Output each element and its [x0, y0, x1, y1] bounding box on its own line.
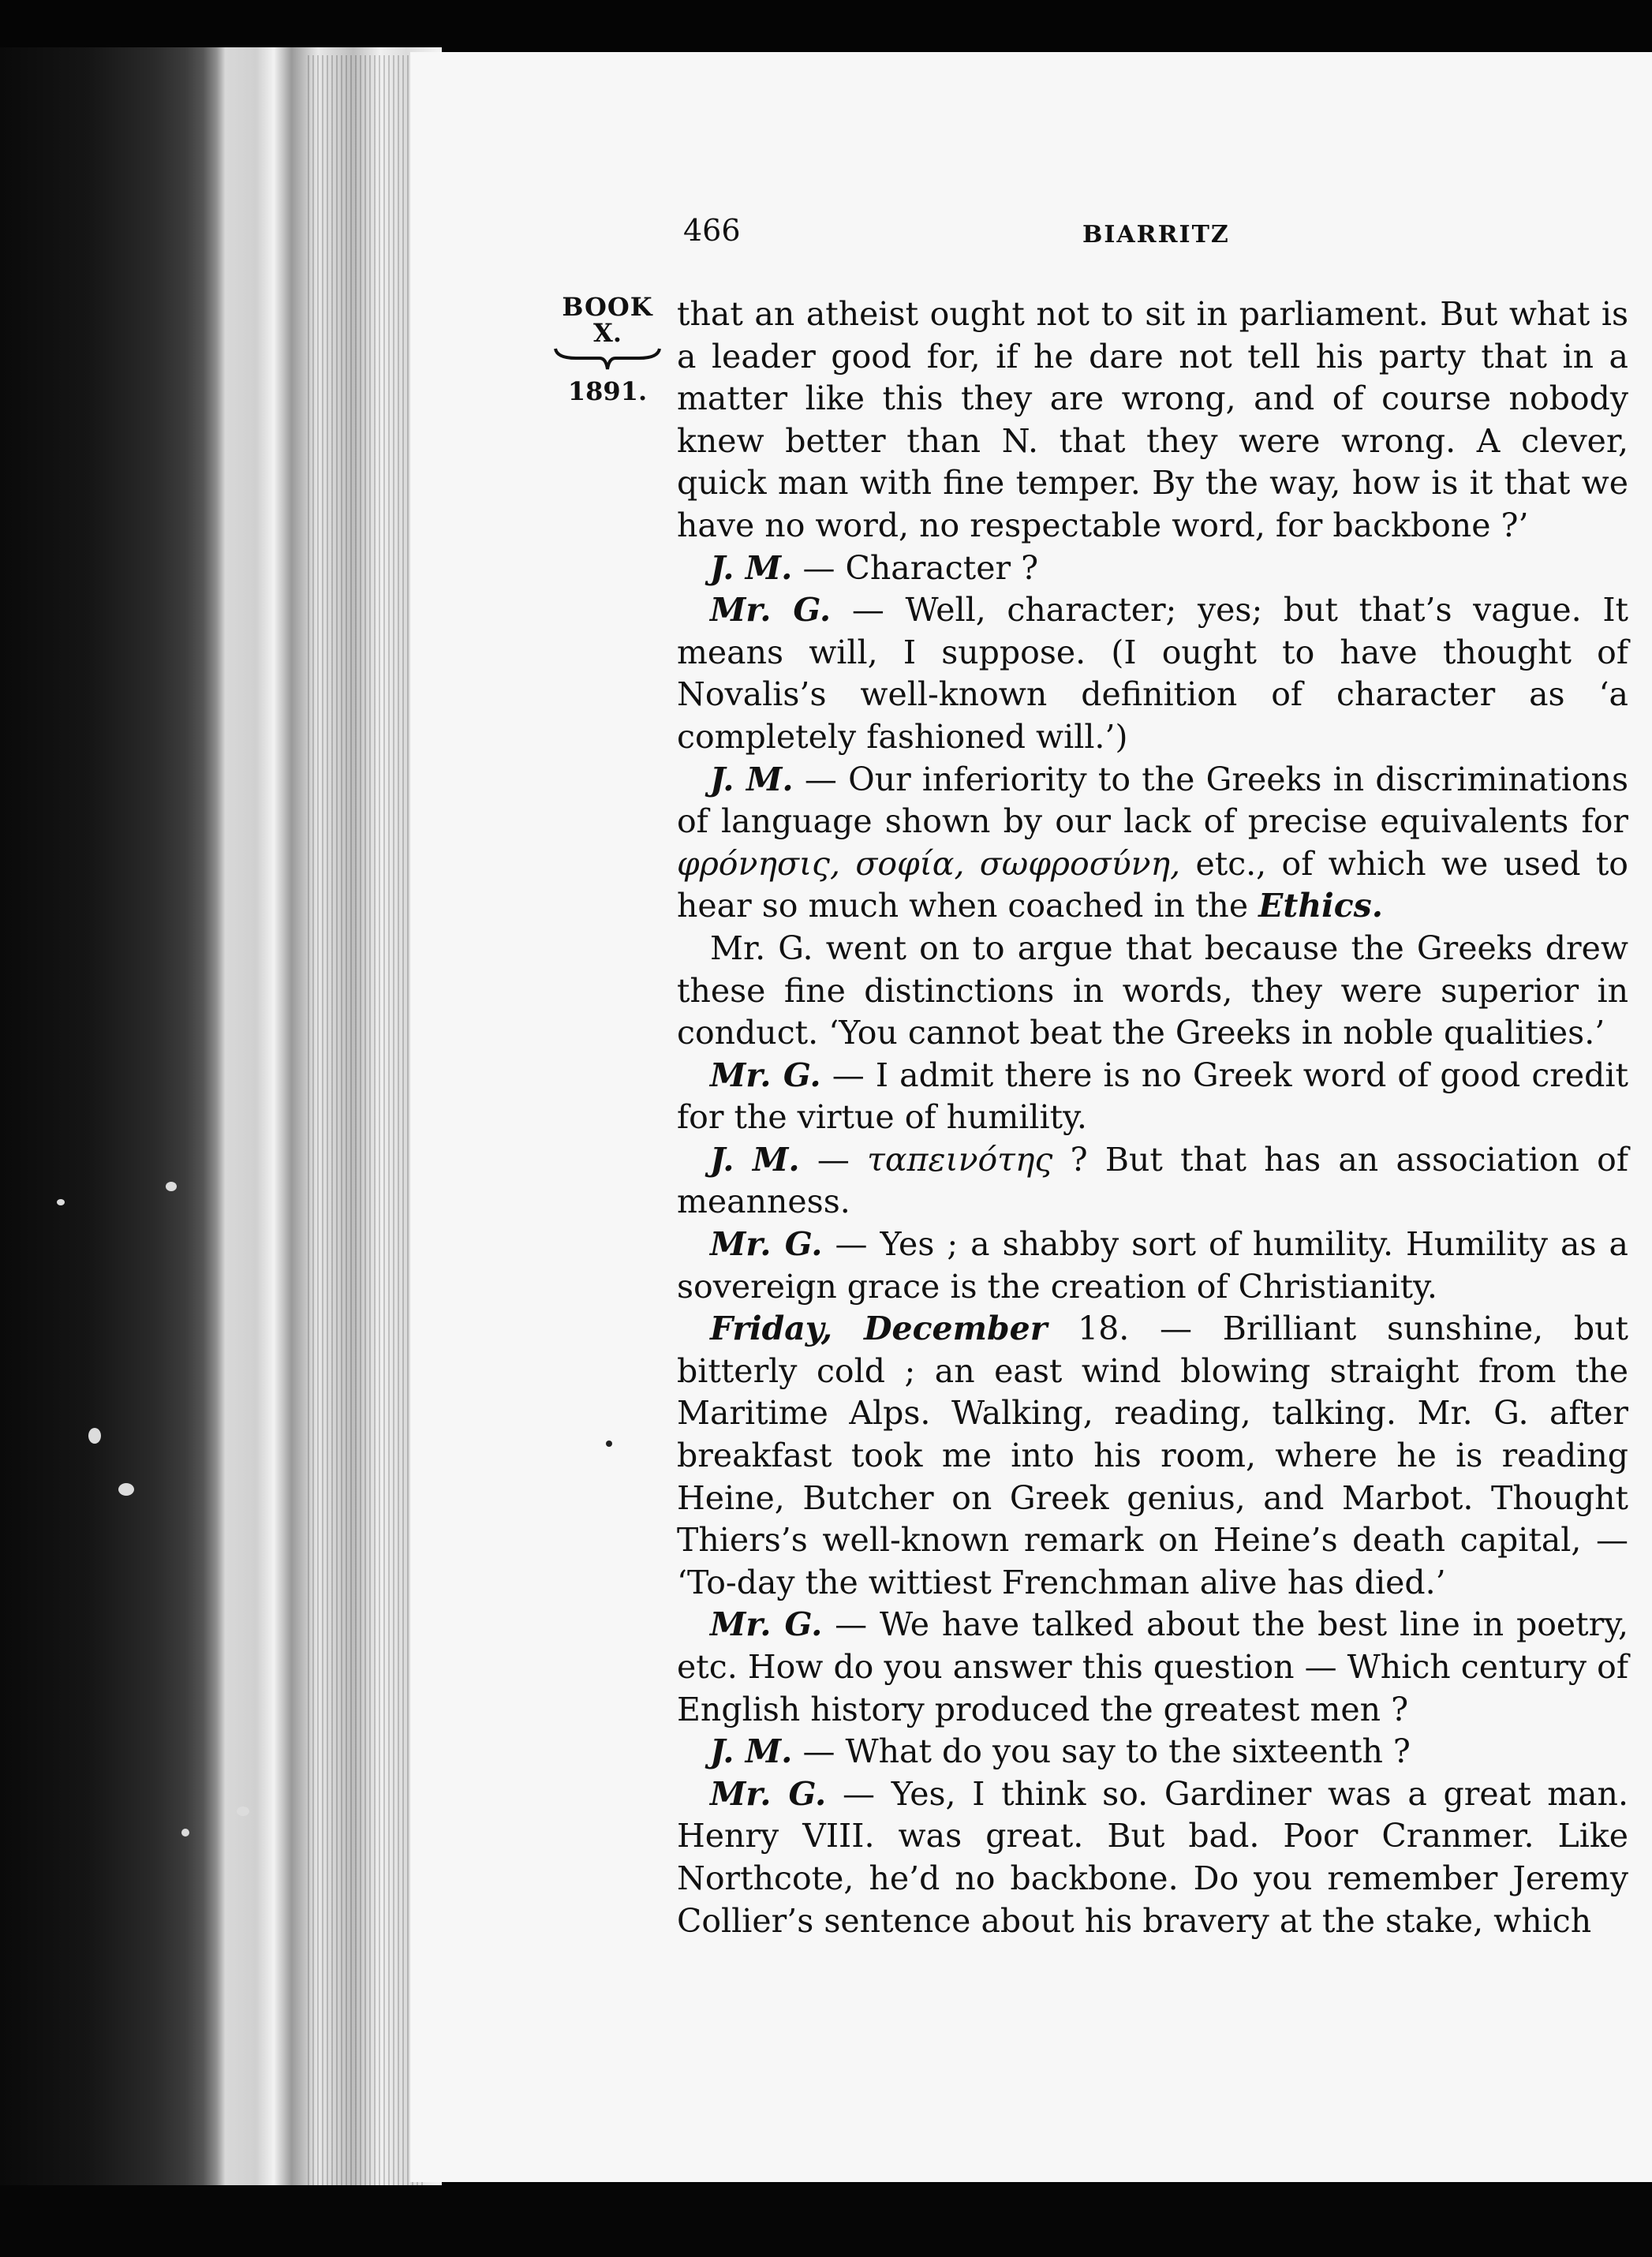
dust-speck [118, 1483, 134, 1496]
text-run: — Yes, I think so. Gardiner was a great man. Henry VIII. was great. But bad. Poor Cranmer. Like Northcote, he’d no backbone. Do you remember Jeremy Collier’s sentence about his bravery at the stake, which [677, 1774, 1628, 1940]
page-header [0, 213, 1652, 260]
paragraph [677, 1604, 1628, 1731]
speaker-label: Mr. G. [710, 1225, 823, 1264]
paragraph [677, 1308, 1628, 1604]
paragraph [677, 293, 1628, 547]
body-text [677, 293, 1628, 1942]
text-run: ? But that has an association of meanness. [677, 1140, 1628, 1221]
paragraph [677, 547, 1628, 590]
running-title: BIARRITZ [1082, 221, 1230, 248]
paragraph [677, 1773, 1628, 1942]
dust-speck [606, 1441, 612, 1447]
speaker-label: Mr. G. [710, 1774, 827, 1813]
text-run: — Our inferiority to the Greeks in discriminations of language shown by our lack of precise equivalents for [677, 760, 1628, 841]
greek-text: φρόνησις, σοφία, σωφροσύνη, [677, 844, 1181, 883]
page-number: 466 [683, 213, 741, 248]
text-run: 18. — Brilliant sunshine, but bitterly cold ; an east wind blowing straight from the Maritime Alps. Walking, reading, talking. Mr. G. after breakfast took me into his room, where he is reading Heine, Butcher on Greek genius, and Marbot. Thought Thiers’s well-known remark on Heine’s death capital, — ‘To-day the wittiest Frenchman alive has died.’ [677, 1310, 1628, 1601]
dust-speck [181, 1829, 189, 1837]
paragraph [677, 928, 1628, 1055]
dust-speck [88, 1428, 101, 1444]
greek-text: ταπεινότης [867, 1140, 1053, 1179]
brace-icon [552, 346, 663, 374]
margin-volume: X. [593, 318, 622, 348]
speaker-label: Mr. G. [710, 1605, 823, 1644]
paragraph [677, 589, 1628, 758]
dust-speck [166, 1182, 177, 1191]
text-run: — I admit there is no Greek word of good credit for the virtue of humility. [677, 1056, 1628, 1137]
text-run: — Well, character; yes; but that’s vague. It means will, I suppose. (I ought to have thought of Novalis’s well-known definition of character as ‘a completely fashioned will.’) [677, 591, 1628, 756]
speaker-label: J. M. [710, 1732, 793, 1771]
speaker-label: J. M. [710, 548, 793, 587]
paragraph [677, 1139, 1628, 1224]
text-run: — [799, 1140, 868, 1179]
speaker-label: Mr. G. [710, 591, 832, 630]
paragraph [677, 1224, 1628, 1308]
speaker-label: J. M. [710, 760, 794, 798]
text-run: — We have talked about the best line in poetry, etc. How do you answer this question — Which century of English history produced the greatest men ? [677, 1605, 1628, 1728]
bottom-dark-edge [0, 2185, 1652, 2257]
text-run: — Yes ; a shabby sort of humility. Humility as a sovereign grace is the creation of Christianity. [677, 1225, 1628, 1306]
text-run: etc., of which we used to hear so much when coached in the [677, 844, 1628, 925]
speaker-label: Mr. G. [710, 1056, 821, 1094]
speaker-label: Ethics. [1258, 887, 1384, 925]
text-run: Mr. G. went on to argue that because the Greeks drew these fine distinctions in words, they were superior in conduct. ‘You cannot beat the Greeks in noble qualities.’ [677, 929, 1628, 1052]
text-run: that an atheist ought not to sit in parliament. But what is a leader good for, if he dare not tell his party that in a matter like this they are wrong, and of course nobody knew better than N. that they were wrong. A clever, quick man with fine temper. By the way, how is it that we have no word, no respectable word, for backbone ?’ [677, 295, 1628, 544]
margin-note [552, 293, 663, 407]
spine-texture [308, 55, 426, 2185]
paragraph [677, 1731, 1628, 1773]
text-run: — Character ? [792, 548, 1039, 587]
dust-speck [57, 1199, 65, 1205]
margin-book-label: BOOK [562, 292, 653, 322]
text-run: — What do you say to the sixteenth ? [792, 1732, 1411, 1771]
dust-speck [237, 1807, 249, 1816]
margin-year: 1891. [567, 376, 648, 406]
speaker-label: J. M. [710, 1140, 800, 1179]
speaker-label: Friday, December [710, 1310, 1048, 1348]
paragraph [677, 759, 1628, 928]
paragraph [677, 1055, 1628, 1139]
